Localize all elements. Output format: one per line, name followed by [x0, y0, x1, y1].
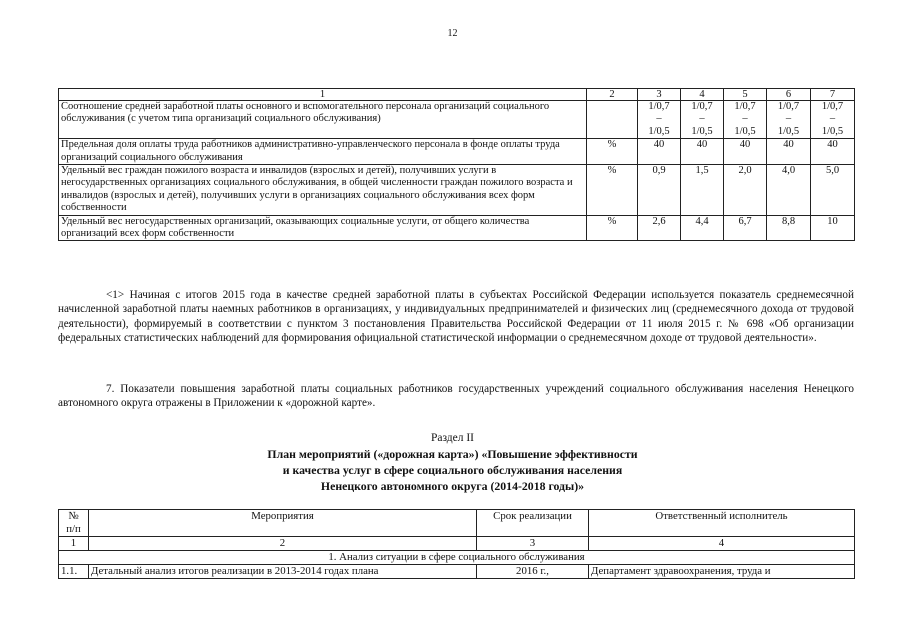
table-header-row	[59, 89, 855, 101]
value-cell: 40	[724, 139, 767, 165]
value-cell: 40	[767, 139, 811, 165]
paragraph-7-text: 7. Показатели повышения заработной платы социальных работников государственных учреждений социального обслуживания населения Ненецкого автономного округа отражены в Приложении к «дорожной карте».	[58, 383, 854, 410]
row-measure: Детальный анализ итогов реализации в 2013-2014 годах плана	[89, 565, 477, 579]
row-unit: %	[587, 139, 638, 165]
table-row	[59, 565, 855, 579]
header-cell: 5	[724, 89, 767, 101]
value-cell: 2,6	[638, 215, 681, 241]
table-row	[59, 165, 855, 216]
header-cell: 6	[767, 89, 811, 101]
value-cell: 5,0	[811, 165, 855, 216]
header-cell: 2	[587, 89, 638, 101]
index-cell: 3	[477, 537, 589, 551]
row-term: 2016 г.,	[477, 565, 589, 579]
table-header-row	[59, 510, 855, 537]
index-row	[59, 537, 855, 551]
value-cell: 6,7	[724, 215, 767, 241]
value-cell: 4,0	[767, 165, 811, 216]
section-title-line-2: и качества услуг в сфере социального обслуживания населения	[282, 463, 623, 477]
section-row	[59, 551, 855, 565]
header-cell: 4	[681, 89, 724, 101]
value-cell: 1/0,7 – 1/0,5	[811, 101, 855, 139]
value-cell: 8,8	[767, 215, 811, 241]
footnote-paragraph	[58, 288, 854, 346]
index-cell: 1	[59, 537, 89, 551]
section-title-line-1: План мероприятий («дорожная карта») «Повышение эффективности	[267, 447, 638, 461]
page-number: 12	[447, 28, 458, 39]
row-label: Соотношение средней заработной платы основного и вспомогательного персонала организаций социального обслуживания (с учетом типа организаций социального обслуживания)	[59, 101, 587, 139]
value-cell: 0,9	[638, 165, 681, 216]
table-row	[59, 101, 855, 139]
row-unit	[587, 101, 638, 139]
value-cell: 1/0,7 – 1/0,5	[767, 101, 811, 139]
value-cell: 10	[811, 215, 855, 241]
section-title-line-3: Ненецкого автономного округа (2014-2018 годы)»	[320, 479, 585, 493]
row-unit: %	[587, 215, 638, 241]
value-cell: 1/0,7 – 1/0,5	[724, 101, 767, 139]
row-label: Удельный вес негосударственных организаций, оказывающих социальные услуги, от общего количества организаций всех форм собственности	[59, 215, 587, 241]
value-cell: 40	[638, 139, 681, 165]
paragraph-7	[58, 382, 854, 411]
roadmap-table	[58, 509, 855, 579]
header-cell-num: № п/п	[59, 510, 89, 537]
indicators-table	[58, 88, 855, 241]
value-cell: 4,4	[681, 215, 724, 241]
header-cell-measures: Мероприятия	[89, 510, 477, 537]
value-cell: 40	[811, 139, 855, 165]
value-cell: 40	[681, 139, 724, 165]
index-cell: 4	[589, 537, 855, 551]
row-label: Предельная доля оплаты труда работников административно-управленческого персонала в фонде оплаты труда организаций социального обслуживания	[59, 139, 587, 165]
value-cell: 1/0,7 – 1/0,5	[638, 101, 681, 139]
footnote-text: <1> Начиная с итогов 2015 года в качестве средней заработной платы в субъектах Российской Федерации используется показатель среднемесячной начисленной заработной платы наемных работников в организациях, у индивидуальных предпринимателей и физических лиц (среднемесячного дохода от трудовой деятельности), формируемый в соответствии с пунктом 3 постановления Правительства Российской Федерации от 11 июля 2015 г. № 698 «Об организации федеральных статистических наблюдений для формирования официальной статистической информации о среднемесячном доходе от трудовой деятельности».	[58, 289, 854, 345]
header-cell-responsible: Ответственный исполнитель	[589, 510, 855, 537]
section-row-title: 1. Анализ ситуации в сфере социального обслуживания	[59, 551, 855, 565]
value-cell: 1/0,7 – 1/0,5	[681, 101, 724, 139]
table-row	[59, 215, 855, 241]
value-cell: 2,0	[724, 165, 767, 216]
header-cell: 7	[811, 89, 855, 101]
index-cell: 2	[89, 537, 477, 551]
value-cell: 1,5	[681, 165, 724, 216]
header-cell: 3	[638, 89, 681, 101]
row-num: 1.1.	[59, 565, 89, 579]
table-row	[59, 139, 855, 165]
row-responsible: Департамент здравоохранения, труда и	[589, 565, 855, 579]
section-label: Раздел II	[430, 432, 475, 444]
header-cell-term: Срок реализации	[477, 510, 589, 537]
header-cell: 1	[59, 89, 587, 101]
row-label: Удельный вес граждан пожилого возраста и инвалидов (взрослых и детей), получивших услуги в негосударственных организациях социального обслуживания, в общей численности граждан пожилого возраста и инвалидов (взрослых и детей), получивших услуги в организациях социального обслуживания всех форм собственности	[59, 165, 587, 216]
row-unit: %	[587, 165, 638, 216]
